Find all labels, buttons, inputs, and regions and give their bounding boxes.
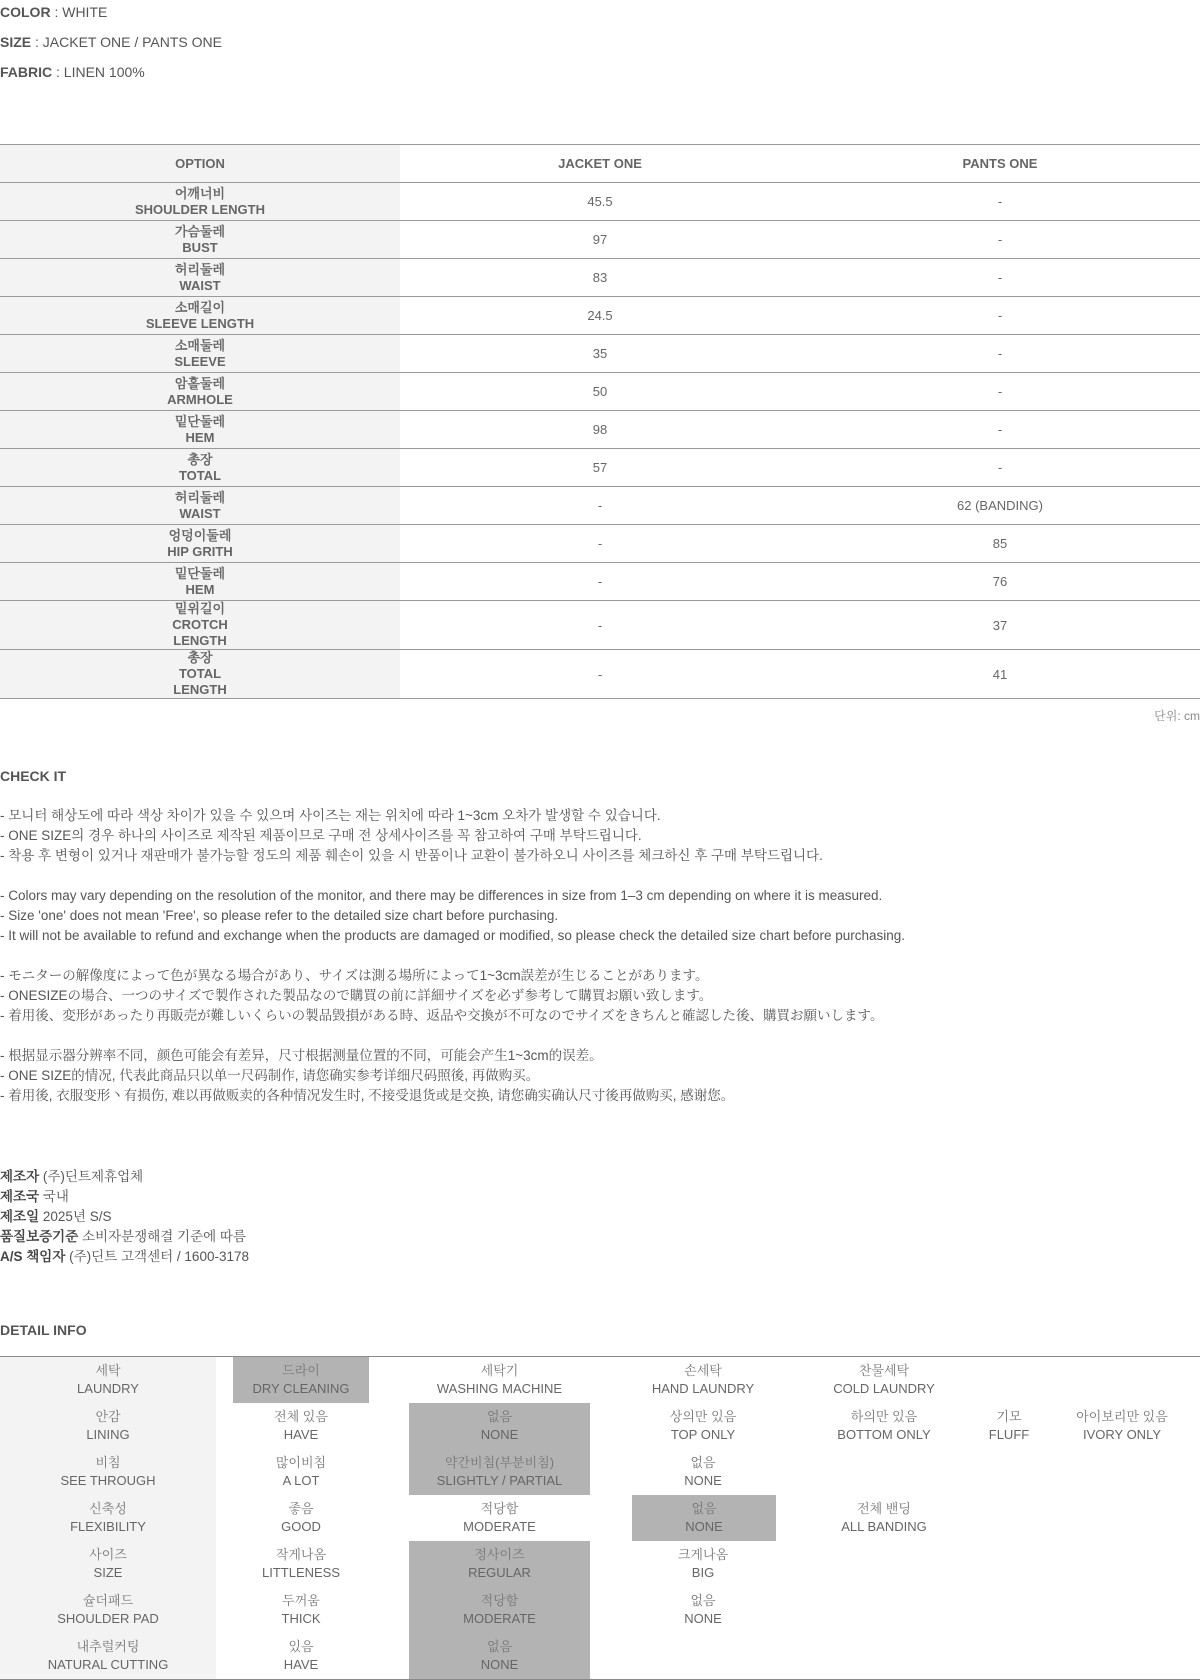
detail-label-ko: 슐더패드	[82, 1593, 134, 1608]
detail-option-ko: 아이보리만 있음	[1076, 1409, 1168, 1424]
header-option: OPTION	[0, 145, 400, 183]
detail-option-ko: 정사이즈	[474, 1547, 525, 1562]
detail-option-ko: 없음	[690, 1455, 716, 1470]
header-jacket: JACKET ONE	[400, 145, 800, 183]
measurement-label	[0, 259, 400, 297]
measurement-label-en: ARMHOLE	[167, 391, 233, 407]
note-line: - Colors may vary depending on the resolution of the monitor, and there may be differences in size from 1–3 cm depending on where it is measured.	[0, 888, 883, 903]
detail-option-ko: 하의만 있음	[850, 1409, 918, 1424]
detail-option	[409, 1500, 590, 1536]
jacket-value: 98	[592, 422, 608, 437]
measurement-label	[0, 525, 400, 563]
pants-value: -	[997, 270, 1003, 285]
measurement-label	[0, 601, 400, 650]
measurement-label-en: LENGTH	[173, 682, 227, 697]
detail-option-en: NONE	[480, 1427, 519, 1442]
measurement-label-en: WAIST	[179, 505, 221, 521]
jacket-value: 45.5	[587, 194, 613, 209]
spec-value: : JACKET ONE / PANTS ONE	[31, 34, 222, 50]
note-group	[0, 886, 905, 946]
note-line: - 着用後, 衣服变形丶有损伤, 难以再做贩卖的各种情况发生时, 不接受退货或是交换, 请您确实确认尺寸後再做购买, 感谢您。	[0, 1088, 735, 1103]
maker-value: (주)딘트제휴업체	[39, 1169, 144, 1184]
measurement-label-ko: 허리둘레	[174, 489, 226, 505]
detail-option	[632, 1408, 774, 1444]
detail-label-en: LAUNDRY	[77, 1381, 139, 1396]
detail-option-en: WASHING MACHINE	[436, 1381, 563, 1396]
note-line: - ONE SIZE的情况, 代表此商品只以单一尺码制作, 请您确实参考详细尺码照後, 再做购买。	[0, 1068, 540, 1083]
pants-value: 62 (BANDING)	[957, 498, 1043, 513]
spec-key: SIZE	[0, 34, 32, 50]
jacket-value: -	[597, 666, 603, 682]
detail-label-en: SHOULDER PAD	[57, 1611, 159, 1626]
maker-value: (주)딘트 고객센터 / 1600-3178	[65, 1249, 249, 1264]
measurement-label-en: BUST	[182, 239, 218, 255]
detail-option-en: LITTLENESS	[261, 1565, 341, 1580]
measurement-label	[0, 183, 400, 221]
detail-option-en: HAND LAUNDRY	[651, 1381, 755, 1396]
detail-info-grid	[0, 1356, 1200, 1680]
note-group	[0, 1046, 734, 1106]
measurement-label-en: TOTAL	[178, 666, 222, 681]
measurement-label	[0, 297, 400, 335]
size-table-row	[0, 487, 1200, 525]
detail-label	[0, 1500, 216, 1536]
detail-option-en: BIG	[691, 1565, 715, 1580]
detail-label-ko: 세탁	[95, 1363, 121, 1378]
measurement-label	[0, 411, 400, 449]
detail-label	[0, 1546, 216, 1582]
size-table-row	[0, 525, 1200, 563]
jacket-value: 50	[592, 384, 608, 399]
maker-key: 품질보증기준	[0, 1229, 79, 1244]
spec-value: : LINEN 100%	[52, 64, 145, 80]
size-table	[0, 144, 1200, 699]
detail-option-ko: 세탁기	[480, 1363, 519, 1378]
size-table-row	[0, 221, 1200, 259]
detail-option-ko: 작게나옴	[275, 1547, 327, 1562]
jacket-value: -	[597, 574, 603, 589]
note-line: - 착용 후 변형이 있거나 재판매가 불가능할 정도의 제품 훼손이 있을 시 반품이나 교환이 불가하오니 사이즈를 체크하신 후 구매 부탁드립니다.	[0, 848, 823, 863]
measurement-label-ko: 가슴둘레	[174, 223, 226, 239]
detail-label	[0, 1454, 216, 1490]
measurement-label-ko: 어깨너비	[174, 185, 226, 201]
measurement-label-ko: 엉덩이둘레	[168, 527, 232, 543]
maker-key: 제조일	[0, 1209, 40, 1224]
detail-option-selected	[409, 1408, 590, 1444]
note-group	[0, 806, 823, 866]
measurement-label-ko: 허리둘레	[174, 261, 226, 277]
detail-label-ko: 내추럴커팅	[76, 1639, 140, 1654]
measurement-label	[0, 449, 400, 487]
note-line: - ONESIZEの場合、一つのサイズで製作された製品なので購買の前に詳細サイズを必ず参考して購買お願い致します。	[0, 988, 713, 1003]
note-line: - モニターの解像度によって色が異なる場合があり、サイズは測る場所によって1~3cm誤差が生じることがあります。	[0, 968, 709, 983]
detail-option-en: NONE	[480, 1657, 519, 1672]
pants-value: 41	[992, 666, 1008, 682]
measurement-label-en: CROTCH	[172, 617, 228, 632]
detail-option-en: HAVE	[283, 1657, 319, 1672]
pants-value: -	[997, 384, 1003, 399]
size-table-row	[0, 335, 1200, 373]
spec-size	[0, 34, 222, 50]
detail-option-en: SLIGHTLY / PARTIAL	[436, 1473, 563, 1488]
detail-option	[216, 1638, 386, 1674]
detail-option-en: MODERATE	[463, 1611, 536, 1626]
detail-option-en: REGULAR	[468, 1565, 531, 1580]
detail-option-en: MODERATE	[463, 1519, 536, 1534]
detail-label-ko: 비침	[95, 1455, 121, 1470]
detail-option-en: BOTTOM ONLY	[837, 1427, 931, 1442]
detail-option	[814, 1500, 954, 1536]
detail-option	[632, 1454, 774, 1490]
detail-option-en: NONE	[684, 1611, 722, 1626]
note-line: - It will not be available to refund and exchange when the products are damaged or modified, so please check the detailed size chart before purchasing.	[0, 928, 906, 943]
measurement-label-en: HIP GRITH	[167, 543, 233, 559]
measurement-label-ko: 소매길이	[174, 299, 226, 315]
size-table-row	[0, 297, 1200, 335]
maker-key: A/S 책임자	[0, 1249, 66, 1264]
detail-option-ko: 두꺼움	[282, 1593, 320, 1608]
detail-option	[1060, 1408, 1184, 1444]
detail-option	[216, 1546, 386, 1582]
detail-label	[0, 1638, 216, 1674]
detail-label-en: SEE THROUGH	[60, 1473, 156, 1488]
detail-option	[216, 1500, 386, 1536]
detail-option-selected	[409, 1546, 590, 1582]
detail-option-en: ALL BANDING	[841, 1519, 927, 1534]
maker-info	[0, 1167, 249, 1267]
jacket-value: 57	[592, 460, 608, 475]
maker-line	[0, 1207, 249, 1227]
detail-option-en: DRY CLEANING	[252, 1381, 350, 1396]
maker-key: 제조자	[0, 1169, 40, 1184]
detail-label	[0, 1408, 216, 1444]
measurement-label-en: WAIST	[179, 277, 221, 293]
detail-option-ko: 크게나옴	[677, 1547, 729, 1562]
size-table-row	[0, 183, 1200, 221]
maker-value: 소비자분쟁해결 기준에 따름	[78, 1229, 246, 1244]
detail-option-ko: 찬물세탁	[858, 1363, 910, 1378]
detail-option-selected	[632, 1500, 776, 1536]
detail-label-ko: 신축성	[89, 1501, 127, 1516]
size-table-row	[0, 449, 1200, 487]
jacket-value: -	[597, 617, 603, 633]
measurement-label-ko: 총장	[187, 650, 213, 665]
spec-key: FABRIC	[0, 64, 53, 80]
detail-option-ko: 드라이	[282, 1363, 320, 1378]
pants-value: 37	[992, 617, 1008, 633]
pants-value: 85	[992, 536, 1008, 551]
spec-fabric	[0, 64, 145, 80]
detail-option-ko: 상의만 있음	[669, 1409, 737, 1424]
detail-option-ko: 손세탁	[684, 1363, 722, 1378]
measurement-label-en: SHOULDER LENGTH	[135, 201, 265, 217]
measurement-label-ko: 밑위길이	[174, 601, 226, 616]
detail-option-ko: 적당함	[480, 1501, 519, 1516]
detail-info-title: DETAIL INFO	[0, 1322, 87, 1338]
measurement-label-en: TOTAL	[178, 467, 222, 483]
detail-label-en: NATURAL CUTTING	[47, 1657, 169, 1672]
pants-value: 76	[992, 574, 1008, 589]
maker-line	[0, 1227, 249, 1247]
detail-option-en: COLD LAUNDRY	[833, 1381, 935, 1396]
detail-option	[216, 1592, 386, 1628]
detail-option-en: THICK	[281, 1611, 321, 1626]
size-table-row	[0, 650, 1200, 699]
pants-value: -	[997, 422, 1003, 437]
jacket-value: 35	[592, 346, 608, 361]
detail-option-ko: 있음	[288, 1639, 314, 1654]
detail-option-en: IVORY ONLY	[1082, 1427, 1162, 1442]
detail-option-selected	[409, 1454, 590, 1490]
detail-option-ko: 전체 밴딩	[857, 1501, 911, 1516]
maker-line	[0, 1247, 249, 1267]
detail-option-ko: 전체 있음	[274, 1409, 328, 1424]
header-pants: PANTS ONE	[800, 145, 1200, 183]
size-table-header-row	[0, 145, 1200, 183]
measurement-label	[0, 335, 400, 373]
jacket-value: -	[597, 536, 603, 551]
size-table-body	[0, 183, 1200, 699]
spec-value: : WHITE	[50, 4, 108, 20]
detail-option-ko: 없음	[486, 1639, 513, 1654]
size-table-row	[0, 601, 1200, 650]
note-line: - 着用後、変形があったり再販売が難しいくらいの製品毀損がある時、返品や交換が不可なのでサイズをきちんと確認した後、購買お願いします。	[0, 1008, 884, 1023]
measurement-label-en: HEM	[185, 429, 215, 445]
detail-option-en: FLUFF	[988, 1427, 1030, 1442]
maker-key: 제조국	[0, 1189, 40, 1204]
measurement-label-ko: 밑단둘레	[174, 565, 226, 581]
detail-option-ko: 기모	[996, 1409, 1022, 1424]
check-it-title: CHECK IT	[0, 768, 67, 784]
detail-option-ko: 약간비침(부분비침)	[444, 1455, 555, 1470]
note-group	[0, 966, 883, 1026]
maker-line	[0, 1187, 249, 1207]
pants-value: -	[997, 232, 1003, 247]
measurement-label	[0, 487, 400, 525]
pants-value: -	[997, 346, 1003, 361]
spec-key: COLOR	[0, 4, 51, 20]
measurement-label-ko: 총장	[187, 451, 213, 467]
maker-value: 국내	[39, 1189, 69, 1204]
detail-option	[216, 1454, 386, 1490]
measurement-label-en: LENGTH	[173, 633, 227, 648]
pants-value: -	[997, 308, 1003, 323]
detail-option-ko: 좋음	[288, 1501, 314, 1516]
detail-option-en: NONE	[685, 1519, 723, 1534]
detail-option-selected	[409, 1638, 590, 1674]
detail-option	[975, 1408, 1043, 1444]
detail-option	[814, 1362, 954, 1398]
detail-option-ko: 없음	[691, 1501, 717, 1516]
detail-label-ko: 안감	[95, 1409, 121, 1424]
detail-label-en: FLEXIBILITY	[70, 1519, 146, 1534]
detail-option-ko: 없음	[690, 1593, 716, 1608]
detail-option-en: GOOD	[281, 1519, 321, 1534]
detail-option	[216, 1408, 386, 1444]
detail-option-ko: 많이비침	[275, 1455, 327, 1470]
measurement-label-ko: 암홀둘레	[174, 375, 226, 391]
measurement-label-en: HEM	[185, 581, 215, 597]
detail-option	[632, 1546, 774, 1582]
detail-label-en: SIZE	[93, 1565, 123, 1580]
spec-color	[0, 4, 107, 20]
detail-option-selected	[233, 1362, 369, 1398]
unit-note: 단위: cm	[1154, 709, 1200, 723]
measurement-label	[0, 650, 400, 699]
measurement-label-en: SLEEVE	[174, 353, 226, 369]
detail-label-ko: 사이즈	[89, 1547, 127, 1562]
size-table-row	[0, 411, 1200, 449]
size-table-row	[0, 563, 1200, 601]
measurement-label	[0, 563, 400, 601]
jacket-value: 83	[592, 270, 608, 285]
detail-option	[814, 1408, 954, 1444]
measurement-label-en: SLEEVE LENGTH	[145, 315, 255, 331]
note-line: - 모니터 해상도에 따라 색상 차이가 있을 수 있으며 사이즈는 재는 위치에 따라 1~3cm 오차가 발생할 수 있습니다.	[0, 808, 661, 823]
measurement-label	[0, 373, 400, 411]
note-line: - Size 'one' does not mean 'Free', so please refer to the detailed size chart before purchasing.	[0, 908, 559, 923]
measurement-label	[0, 221, 400, 259]
detail-option-selected	[409, 1592, 590, 1628]
note-line: - 根据显示器分辨率不同，颜色可能会有差异，尺寸根据测量位置的不同，可能会产生1~3cm的误差。	[0, 1048, 603, 1063]
detail-label	[0, 1592, 216, 1628]
detail-label-en: LINING	[86, 1427, 130, 1442]
maker-line	[0, 1167, 249, 1187]
pants-value: -	[997, 460, 1003, 475]
jacket-value: 97	[592, 232, 608, 247]
measurement-label-ko: 밑단둘레	[174, 413, 226, 429]
detail-option	[632, 1362, 774, 1398]
detail-label	[0, 1362, 216, 1398]
detail-option	[632, 1592, 774, 1628]
note-line: - ONE SIZE의 경우 하나의 사이즈로 제작된 제품이므로 구매 전 상세사이즈를 꼭 참고하여 구매 부탁드립니다.	[0, 828, 642, 843]
detail-option-en: HAVE	[283, 1427, 319, 1442]
jacket-value: 24.5	[587, 308, 613, 323]
detail-option	[409, 1362, 590, 1398]
jacket-value: -	[597, 498, 603, 513]
measurement-label-ko: 소매둘레	[174, 337, 226, 353]
size-table-row	[0, 259, 1200, 297]
detail-option-en: TOP ONLY	[670, 1427, 736, 1442]
detail-option-ko: 없음	[486, 1409, 513, 1424]
detail-option-en: NONE	[684, 1473, 722, 1488]
detail-option-en: A LOT	[282, 1473, 320, 1488]
pants-value: -	[997, 194, 1003, 209]
detail-option-ko: 적당함	[480, 1593, 519, 1608]
size-table-row	[0, 373, 1200, 411]
maker-value: 2025년 S/S	[39, 1209, 112, 1224]
